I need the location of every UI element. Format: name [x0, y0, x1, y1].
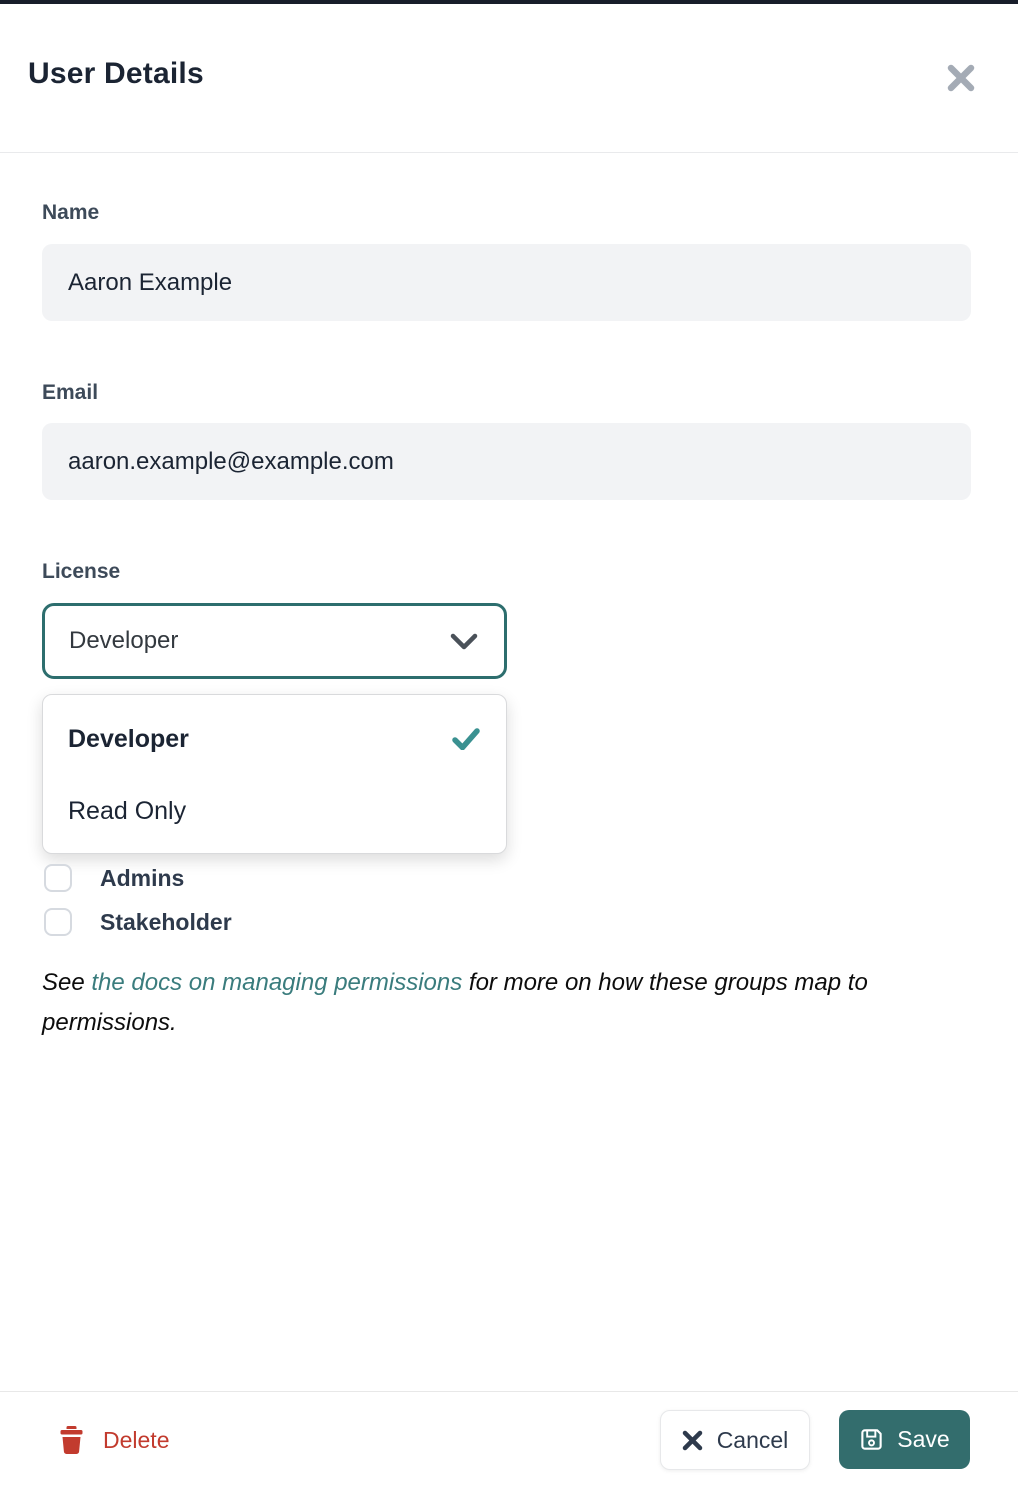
page-title: User Details	[28, 57, 204, 90]
email-field[interactable]	[42, 423, 971, 500]
delete-button-label: Delete	[103, 1426, 170, 1453]
license-select[interactable]	[42, 603, 507, 679]
save-button[interactable]	[839, 1410, 970, 1469]
help-prefix: See	[42, 969, 92, 996]
cancel-button-label: Cancel	[716, 1426, 789, 1453]
check-icon	[452, 728, 480, 750]
menu-item-label: Developer	[68, 724, 189, 753]
chevron-down-icon	[450, 633, 478, 650]
permissions-help-text	[42, 963, 947, 1043]
trash-icon	[60, 1426, 83, 1454]
email-label: Email	[42, 381, 99, 404]
checkbox-stakeholder[interactable]	[44, 908, 72, 936]
license-dropdown-menu	[42, 694, 507, 854]
header-divider	[0, 152, 1018, 153]
cancel-button[interactable]	[660, 1410, 810, 1470]
save-button-label: Save	[897, 1426, 950, 1452]
group-row-admins[interactable]	[44, 864, 184, 892]
menu-item-developer[interactable]	[43, 719, 506, 759]
page-top-edge	[0, 0, 1018, 4]
close-icon	[944, 61, 978, 95]
footer-divider	[0, 1391, 1018, 1392]
help-suffix: for more on how these groups map to permissions.	[42, 969, 868, 1036]
name-label: Name	[42, 201, 100, 224]
menu-item-read-only[interactable]	[43, 791, 506, 831]
license-label: License	[42, 560, 121, 583]
delete-button[interactable]	[60, 1418, 169, 1462]
name-field[interactable]	[42, 244, 971, 321]
docs-permissions-link[interactable]: the docs on managing permissions	[91, 969, 463, 996]
checkbox-admins[interactable]	[44, 864, 72, 892]
close-button[interactable]	[939, 57, 983, 101]
group-row-stakeholder[interactable]	[44, 908, 232, 936]
checkbox-label: Admins	[100, 864, 185, 891]
save-disk-icon	[859, 1427, 884, 1452]
menu-item-label: Read Only	[68, 796, 187, 825]
license-selected-value: Developer	[69, 627, 179, 654]
cancel-x-icon	[682, 1430, 703, 1451]
checkbox-label: Stakeholder	[100, 908, 232, 935]
